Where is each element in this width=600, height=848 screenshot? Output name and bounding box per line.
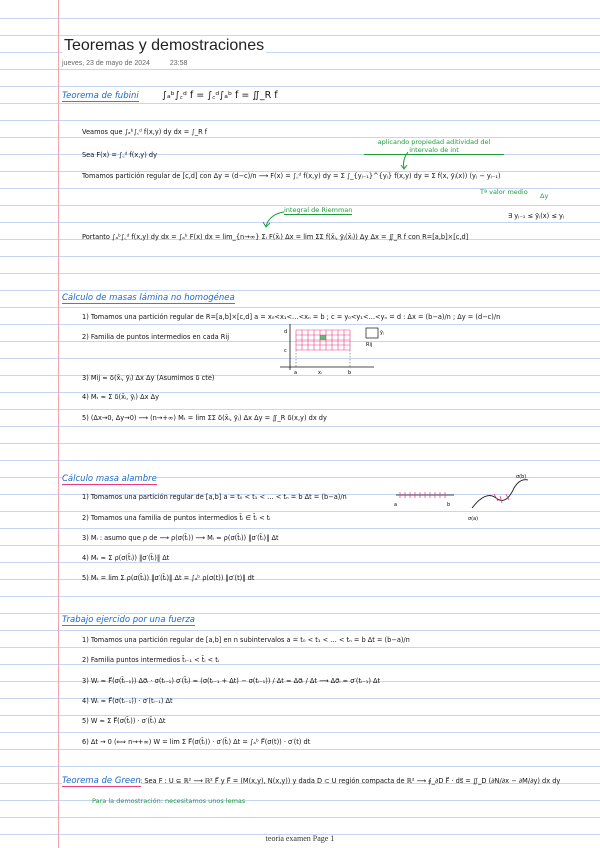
trabajo-item-6: 6) Δt → 0 (⟺ n→+∞) W = lim Σ F⃗(σ(t̄ᵢ)) · σ′(t̄ᵢ) Δt = ∫ₐᵇ F⃗(σ(t)) · σ′(t) dt <box>82 738 311 746</box>
masa-alambre-item-5: 5) Mₜ = lim Σ ρ(σ(t̄ᵢ)) ‖σ′(t̄ᵢ)‖ Δt = ∫ₐᵇ ρ(σ(t)) ‖σ′(t)‖ dt <box>82 574 255 582</box>
masa-alambre-item-2: 2) Tomamos una familia de puntos intermedios t̄ᵢ ∈ t̄ᵢ < tᵢ <box>82 514 271 522</box>
interval-label-a: a <box>394 502 398 508</box>
grid-label-yj: ȳⱼ <box>380 330 384 336</box>
interval-partition-figure <box>392 486 458 508</box>
page-footer: teoria examen Page 1 <box>265 834 335 843</box>
note-riemann: integral de Riemman <box>284 206 353 214</box>
fubini-line-2: Sea F(x) = ∫꜀ᵈ f(x,y) dy <box>82 151 157 159</box>
grid-label-a: a <box>294 370 298 376</box>
fubini-exists: ∃ yⱼ₋₁ ≤ ȳⱼ(x) ≤ yⱼ <box>508 212 565 220</box>
trabajo-item-3: 3) Wᵢ ≈ F⃗(σ(t̄ᵢ₋₁)) Δσ⃗ᵢ · σ(tᵢ₋₁) σ′(t̄ᵢ) ≈ (σ(tᵢ₋₁ + Δt) − σ(tᵢ₋₁)) / Δt ≈ Δσ⃗ᵢ / Δt ⟶ Δσ⃗ᵢ ≈ σ′(tᵢ₋₁) Δt <box>82 677 381 685</box>
note-aditividad: aplicando propiedad aditividad del intervalo de int <box>364 138 504 155</box>
grid-label-rij: Rij <box>366 342 373 348</box>
grid-label-b: b <box>348 370 352 376</box>
masa-alambre-item-1: 1) Tomamos una partición regular de [a,b] a = t₀ < t₁ < … < tₙ = b Δt = (b−a)/n <box>82 493 347 501</box>
partition-grid-figure <box>262 322 392 376</box>
green-statement: : Sea F : U ⊆ ℝ² ⟶ ℝ² F⃗ y F⃗ = (M(x,y), N(x,y)) y dada D ⊂ U región compacta de ℝ² ⟶ ∮_∂D F⃗ · ds⃗ = ∬_D (∂N/∂x − ∂M/∂y) dx dy <box>140 777 561 785</box>
trabajo-item-5: 5) W ≈ Σ F⃗(σ(t̄ᵢ)) · σ′(t̄ᵢ) Δt <box>82 717 166 725</box>
masas-lamina-heading: Cálculo de masas lámina no homogénea <box>62 293 235 303</box>
page-title: Teoremas y demostraciones <box>64 37 265 54</box>
trabajo-item-1: 1) Tomamos una partición regular de [a,b] en n subintervalos a = t₀ < t₁ < … < tₙ = b Δt = (b−a)/n <box>82 636 410 644</box>
masas-lamina-item-1: 1) Tomamos una partición regular de R=[a,b]×[c,d] a = x₀<x₁<…<xₙ = b ; c = y₀<y₁<…<yₙ = d : Δx = (b−a)/n ; Δy = (d−c)/n <box>82 313 501 321</box>
page-meta <box>62 60 205 67</box>
fubini-line-3: Tomamos partición regular de [c,d] con Δy = (d−c)/n ⟶ F(x) = ∫꜀ᵈ f(x,y) dy = Σ ∫_{yⱼ₋₁}^{yⱼ} f(x,y) dy = Σ f(x, ȳⱼ(x)) (yⱼ − yⱼ₋₁) <box>82 172 501 180</box>
page-date: jueves, 23 de mayo de 2024 <box>62 60 150 67</box>
trabajo-item-2: 2) Familia puntos intermedios t̄ᵢ₋₁ < t̄ᵢ < tᵢ <box>82 656 219 664</box>
page-time: 23:58 <box>169 60 188 67</box>
green-heading: Teorema de Green <box>62 776 141 786</box>
note-aditividad-arrow <box>398 152 418 172</box>
masas-lamina-item-2: 2) Familia de puntos intermedios en cada Rij <box>82 333 230 341</box>
trabajo-heading: Trabajo ejercido por una fuerza <box>62 615 196 625</box>
fubini-line-1: Veamos que ∫ₐᵇ∫꜀ᵈ f(x,y) dy dx = ∫_R f <box>82 128 208 136</box>
note-riemann-arrow <box>262 210 286 230</box>
note-delta-y: Δy <box>540 192 549 200</box>
grid-label-d: d <box>284 329 288 335</box>
masas-lamina-item-4: 4) Mₜ ≈ Σ δ(x̄ᵢ, ȳⱼ) Δx Δy <box>82 393 160 401</box>
trabajo-item-4: 4) Wᵢ ≈ F⃗(σ(tᵢ₋₁)) · σ′(tᵢ₋₁) Δt <box>82 697 173 705</box>
grid-label-xi: xᵢ <box>318 370 322 376</box>
masas-lamina-item-5: 5) (Δx→0, Δy→0) ⟶ (n→+∞) Mₜ = lim ΣΣ δ(x̄ᵢ, ȳⱼ) Δx Δy = ∬_R δ(x,y) dx dy <box>82 414 327 422</box>
interval-label-b: b <box>447 502 451 508</box>
masa-alambre-item-4: 4) Mₜ ≈ Σ ρ(σ(t̄ᵢ)) ‖σ′(t̄ᵢ)‖ Δt <box>82 554 170 562</box>
fubini-statement: ∫ₐᵇ∫꜀ᵈ f = ∫꜀ᵈ∫ₐᵇ f = ∬_R f <box>162 90 278 101</box>
wire-curve-figure <box>466 470 536 522</box>
masas-lamina-item-3: 3) Mij ≈ δ(x̄ᵢ, ȳⱼ) Δx Δy (Asumimos δ cte) <box>82 374 215 382</box>
wire-label-sigma-a: σ(a) <box>468 516 479 522</box>
green-note: Para la demostración: necesitamos unos lemas <box>92 797 246 805</box>
masa-alambre-heading: Cálculo masa alambre <box>62 474 157 484</box>
wire-label-sigma-b: σ(b) <box>516 474 527 480</box>
masa-alambre-item-3: 3) Mᵢ : asumo que ρ de ⟶ ρ(σ(t̄ᵢ)) ⟶ Mᵢ ≈ ρ(σ(t̄ᵢ)) ‖σ′(t̄ᵢ)‖ Δt <box>82 534 279 542</box>
note-valor-medio: Tª valor medio <box>480 188 528 196</box>
fubini-heading: Teorema de fubini <box>62 91 139 101</box>
grid-label-c: c <box>284 348 287 354</box>
fubini-line-4: Portanto ∫ₐᵇ∫꜀ᵈ f(x,y) dy dx = ∫ₐᵇ F(x) dx = lim_{n→∞} Σᵢ F(x̄ᵢ) Δx = lim ΣΣ f(x̄ᵢ, ȳⱼ(x̄ᵢ)) Δy Δx = ∬_R f con R=[a,b]×[c,d] <box>82 233 469 241</box>
